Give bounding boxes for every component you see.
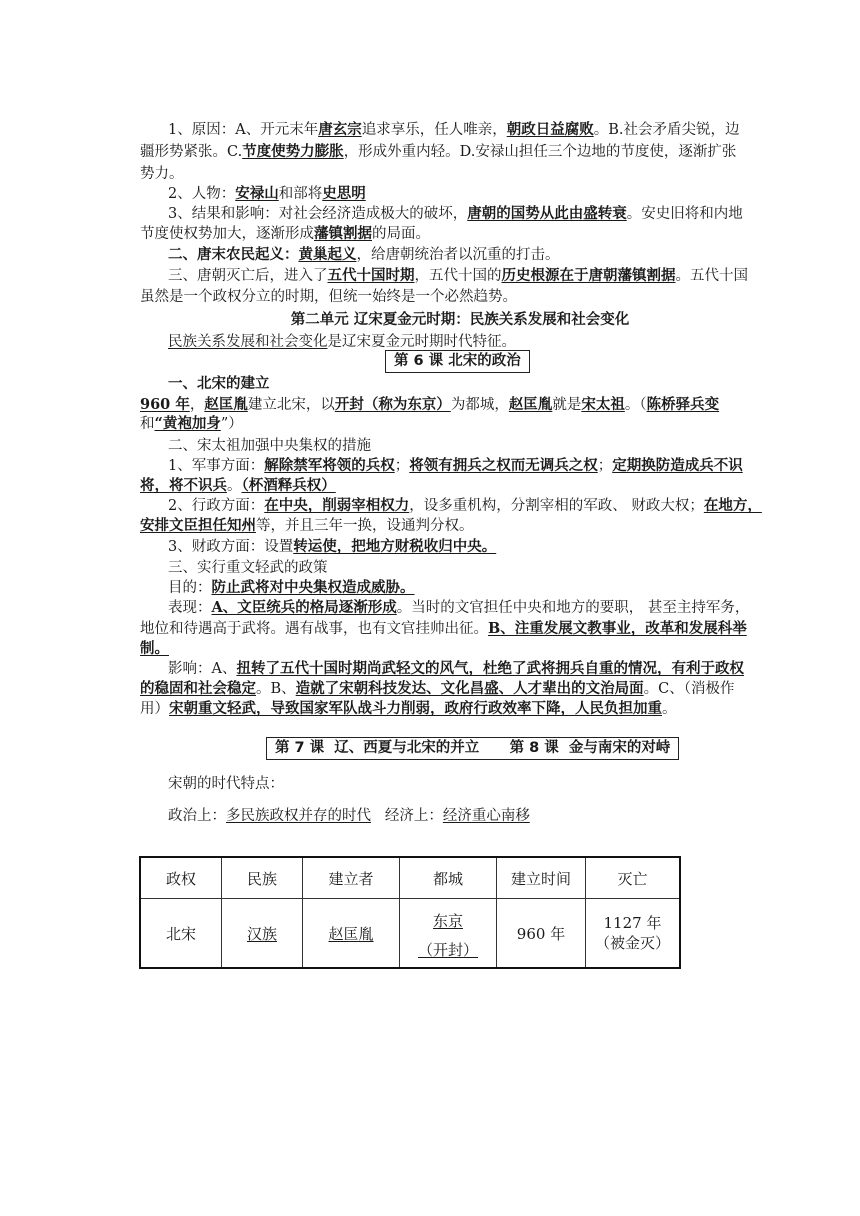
emphasis-text: 将领有拥兵之权而无调兵之权 xyxy=(409,457,598,474)
text-span: 。 xyxy=(227,478,242,494)
text-line xyxy=(140,266,780,286)
text-span: 。B.社会矛盾尖锐，边 xyxy=(593,122,740,138)
emphasis-text: 解除禁军将领的兵权 xyxy=(264,457,395,474)
table-header-row xyxy=(140,857,680,899)
table-cell: 北宋 xyxy=(140,899,222,969)
emphasis-text: “黄袍加身 xyxy=(154,415,221,432)
table-header-cell: 政权 xyxy=(140,857,222,899)
text-span: 就是 xyxy=(552,397,582,413)
text-span: 政治上： xyxy=(168,808,226,824)
text-span: 和 xyxy=(140,416,155,432)
emphasis-text: 造就了宋朝科技发达、文化昌盛、人才辈出的文治局面 xyxy=(295,680,644,697)
text-span: 3、财政方面：设置 xyxy=(168,539,294,555)
text-span: 。B、 xyxy=(256,681,296,697)
emphasis-text: 五代十国时期 xyxy=(327,267,415,284)
text-span: 。当时的文官担任中央和地方的要职， 甚至主持军务， xyxy=(396,600,750,616)
text-span: 。五代十国 xyxy=(675,268,748,284)
text-line xyxy=(140,287,780,307)
text-span: ”） xyxy=(220,416,243,432)
text-span: ，形成外重内轻。D.安禄山担任三个边地的节度使，逐渐扩张 xyxy=(343,144,737,160)
emphasis-text: 朝政日益腐败 xyxy=(506,121,594,138)
text-line xyxy=(140,120,780,140)
emphasis-text: 定期换防造成兵不识 xyxy=(612,457,743,474)
text-line xyxy=(140,476,780,496)
emphasis-text: 防止武将对中央集权造成威胁。 xyxy=(211,579,415,596)
text-span: 目的： xyxy=(168,580,212,596)
table-header-cell: 建立时间 xyxy=(497,857,586,899)
text-line xyxy=(140,414,780,434)
text-line xyxy=(140,164,780,184)
text-span: 。 xyxy=(662,701,677,717)
text-span: ； xyxy=(394,458,410,474)
table-cell: 960 年 xyxy=(497,899,586,969)
text-span: 1、原因：A、开元末年 xyxy=(168,122,319,138)
cell-text: 赵匡胤 xyxy=(328,924,374,943)
emphasis-text: 宋朝重文轻武，导致国家军队战斗力削弱，政府行政效率下降，人民负担加重 xyxy=(169,700,662,717)
emphasis-text: 在地方， xyxy=(703,497,762,514)
emphasis-text: 开封（称为东京） xyxy=(334,396,451,413)
text-span: 。（ xyxy=(624,397,647,413)
emphasis-text: 960 年 xyxy=(140,396,190,413)
table-header-cell: 灭亡 xyxy=(586,857,681,899)
lesson-title: 第 6 课 北宋的政治 xyxy=(385,350,530,373)
emphasis-text: （杯酒释兵权） xyxy=(241,477,336,494)
text-span: 等，并且三年一换，设通判分权。 xyxy=(256,518,474,534)
emphasis-text: 赵匡胤 xyxy=(508,396,553,413)
text-span: 节度使权势加大，逐渐形成 xyxy=(140,226,314,242)
emphasis-text: 在中央，削弱宰相权力 xyxy=(264,497,410,514)
emphasis-text: 制。 xyxy=(140,640,169,657)
text-line xyxy=(140,619,780,639)
section-heading: 二、唐末农民起义： xyxy=(168,247,299,263)
text-line xyxy=(140,598,780,618)
text-line xyxy=(140,395,780,415)
text-line xyxy=(140,806,780,826)
cell-text: 汉族 xyxy=(246,924,277,943)
emphasis-text: 史思明 xyxy=(322,185,366,202)
emphasis-text: 转运使，把地方财税收归中央。 xyxy=(293,538,497,555)
emphasis-text: 安禄山 xyxy=(235,185,279,202)
emphasis-text: A、文臣统兵的格局逐渐形成 xyxy=(211,599,397,616)
text-span: 。C、（消极作 xyxy=(643,681,735,697)
table-row xyxy=(140,899,680,969)
emphasis-text: 多民族政权并存的时代 xyxy=(226,808,371,824)
text-span: 。安史旧将和内地 xyxy=(626,206,743,222)
text-line xyxy=(140,639,780,659)
text-line xyxy=(140,578,780,598)
text-span: 表现： xyxy=(168,600,212,616)
emphasis-text: 陈桥驿兵变 xyxy=(646,396,720,413)
text-span: ，五代十国的 xyxy=(414,268,502,284)
text-line xyxy=(140,224,780,244)
cell-text: 东京 xyxy=(432,912,463,930)
regime-table xyxy=(139,856,681,969)
text-span: 为都城， xyxy=(450,397,509,413)
lesson-title-box xyxy=(385,350,530,373)
text-span: 2、人物： xyxy=(168,186,236,202)
cell-text: （被金灭） xyxy=(594,934,670,952)
emphasis-text: B、注重发展文教事业，改革和发展科举 xyxy=(488,620,747,637)
text-span: 建立北宋，以 xyxy=(247,397,335,413)
text-span: ，给唐朝统治者以沉重的打击。 xyxy=(356,247,560,263)
text-line xyxy=(140,659,780,679)
text-line xyxy=(140,496,780,516)
table-cell xyxy=(400,899,497,969)
text-span: ； xyxy=(597,458,613,474)
text-span: ， xyxy=(189,397,205,413)
text-span: 势力。 xyxy=(140,166,184,182)
text-line xyxy=(140,679,780,699)
unit-title: 第二单元 辽宋夏金元时期：民族关系发展和社会变化 xyxy=(290,312,630,328)
emphasis-text: 历史根源在于唐朝藩镇割据 xyxy=(501,267,676,284)
text-span: 地位和待遇高于武将。遇有战事，也有文官挂帅出征。 xyxy=(140,621,488,637)
text-span: ，设多重机构，分割宰相的军政、 财政大权； xyxy=(409,498,704,514)
emphasis-text: 扭转了五代十国时期尚武轻文的风气，杜绝了武将拥兵自重的情况，有利于政权 xyxy=(236,660,744,677)
table-cell xyxy=(586,899,681,969)
section-heading: 一、北宋的建立 xyxy=(168,376,270,392)
table-header-cell: 民族 xyxy=(222,857,303,899)
text-line xyxy=(140,142,780,162)
table-header-cell: 建立者 xyxy=(303,857,400,899)
emphasis-text: 将，将不识兵 xyxy=(140,477,227,494)
emphasis-text: 宋太祖 xyxy=(581,396,625,413)
text-span: 影响：A、 xyxy=(168,661,237,677)
emphasis-text: 黄巢起义 xyxy=(298,246,357,263)
cell-text: 1127 年 xyxy=(603,914,662,932)
emphasis-text: 民族关系发展和社会变化 xyxy=(168,334,328,350)
emphasis-text: 安排文臣担任知州 xyxy=(140,517,256,534)
text-span: 1、军事方面： xyxy=(168,458,265,474)
cell-text: （开封） xyxy=(417,941,478,959)
text-line xyxy=(140,245,780,265)
text-line xyxy=(140,184,780,204)
text-line xyxy=(140,537,780,557)
section-heading: 三、实行重文轻武的政策 xyxy=(168,560,328,576)
text-span: 经济上： xyxy=(371,808,443,824)
text-line xyxy=(140,516,780,536)
text-span: 三、唐朝灭亡后，进入了 xyxy=(168,268,328,284)
text-span: 疆形势紧张。C. xyxy=(140,144,243,160)
text-line xyxy=(140,774,780,794)
text-line xyxy=(140,699,780,719)
text-span: 追求享乐，任人唯亲， xyxy=(361,122,507,138)
emphasis-text: 经济重心南移 xyxy=(442,808,530,824)
table-cell xyxy=(303,899,400,969)
text-span: 是辽宋夏金元时期时代特征。 xyxy=(327,334,516,350)
table-header-cell: 都城 xyxy=(400,857,497,899)
text-span: 3、结果和影响：对社会经济造成极大的破坏， xyxy=(168,206,468,222)
text-span: 2、行政方面： xyxy=(168,498,265,514)
table-cell xyxy=(222,899,303,969)
text-span: 宋朝的时代特点： xyxy=(168,776,284,792)
text-line xyxy=(140,204,780,224)
emphasis-text: 唐玄宗 xyxy=(318,121,362,138)
text-line xyxy=(140,456,780,476)
lesson-title: 第 7 课 辽、西夏与北宋的并立 第 8 课 金与南宋的对峙 xyxy=(266,737,679,760)
text-span: 用） xyxy=(140,701,169,717)
emphasis-text: 节度使势力膨胀 xyxy=(242,143,344,160)
emphasis-text: 的稳固和社会稳定 xyxy=(140,680,256,697)
emphasis-text: 唐朝的国势从此由盛转衰 xyxy=(467,205,627,222)
section-heading: 二、宋太祖加强中央集权的措施 xyxy=(168,438,371,454)
emphasis-text: 赵匡胤 xyxy=(204,396,248,413)
emphasis-text: 藩镇割据 xyxy=(314,225,372,242)
text-span: 虽然是一个政权分立的时期，但统一始终是一个必然趋势。 xyxy=(140,289,517,305)
text-span: 的局面。 xyxy=(372,226,430,242)
lesson-title-box xyxy=(266,737,679,760)
text-line xyxy=(140,332,780,352)
text-span: 和部将 xyxy=(278,186,323,202)
